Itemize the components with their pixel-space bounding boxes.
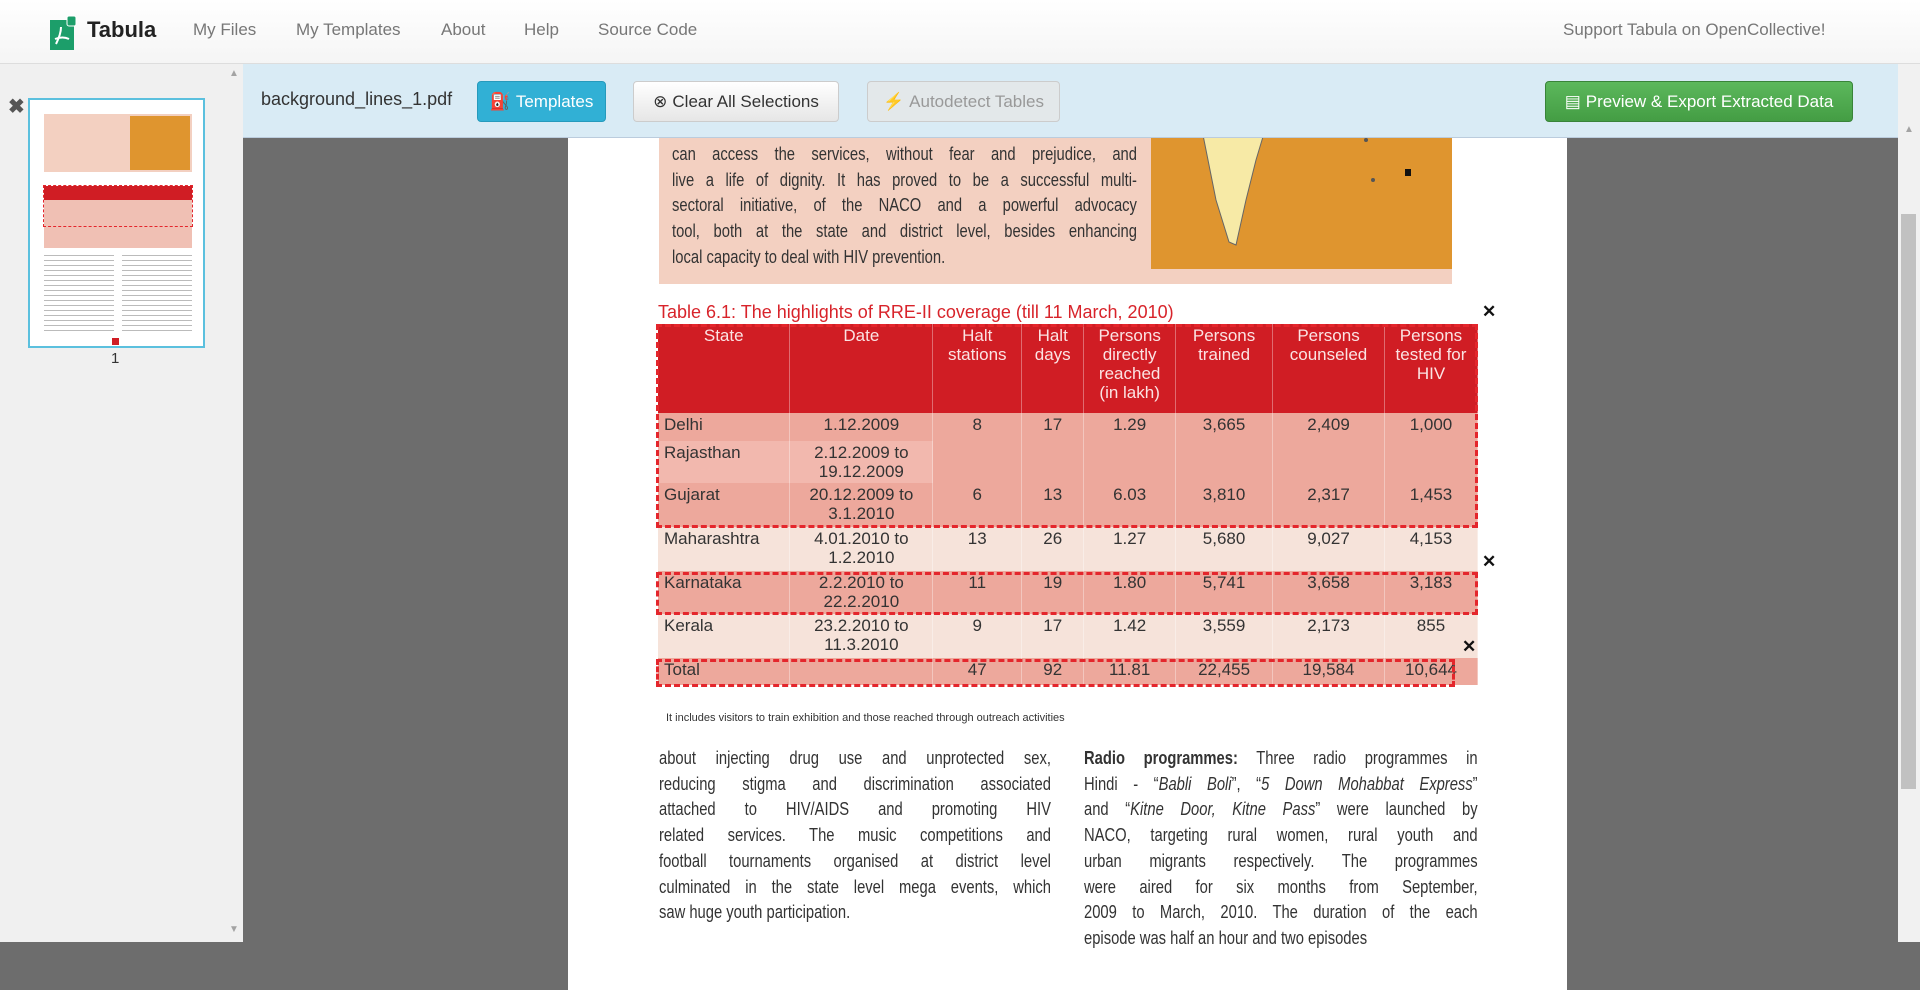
lightning-icon: ⚡ — [882, 91, 905, 111]
page-thumbnail[interactable] — [28, 98, 205, 348]
text-segment: 2009 to March, 2010. The duration of the each — [1084, 902, 1478, 923]
close-selection-2-icon[interactable]: ✕ — [1482, 552, 1497, 571]
column-header: Persons trained — [1176, 324, 1273, 413]
table-cell: 47 — [933, 658, 1022, 685]
table-cell: 8 — [933, 413, 1022, 483]
scrollbar-thumb[interactable] — [1901, 214, 1916, 789]
templates-icon: ⛽ — [489, 91, 511, 111]
table-cell: Rajasthan — [658, 441, 790, 483]
sidebar-scrollbar[interactable] — [225, 64, 243, 942]
scroll-down-icon[interactable]: ▼ — [229, 924, 239, 935]
table-cell: 17 — [1022, 614, 1084, 658]
table-caption: Table 6.1: The highlights of RRE-II coverage (till 11 March, 2010) — [658, 302, 1174, 322]
table-cell: 2,173 — [1273, 614, 1385, 658]
column-header: Persons directly reached (in lakh) — [1084, 324, 1176, 413]
text-segment: urban migrants respectively. The programmes — [1084, 850, 1478, 871]
text-line: can access the services, without fear and prejudice, and — [672, 144, 1137, 164]
table-cell: 10,644 — [1384, 658, 1477, 685]
text-line: attached to HIV/AIDS and promoting HIV — [659, 799, 1051, 820]
autodetect-tables-button[interactable] — [867, 81, 1060, 122]
templates-button[interactable] — [477, 81, 606, 122]
table-cell: 22,455 — [1176, 658, 1273, 685]
table-footnote: It includes visitors to train exhibition and those reached through outreach activities — [666, 712, 1065, 724]
table-cell: 9 — [933, 614, 1022, 658]
table-cell: 1.12.2009 — [790, 413, 933, 441]
text-segment: 5 Down Mohabbat Express — [1261, 773, 1473, 794]
table-cell: 1,453 — [1384, 483, 1477, 527]
thumb-selection — [43, 185, 193, 227]
table-cell: Delhi — [658, 413, 790, 441]
text-line: saw huge youth participation. — [659, 902, 851, 923]
thumbnail-page-number: 1 — [111, 350, 120, 367]
selection-region-3[interactable] — [656, 659, 1455, 687]
text-line — [1084, 926, 1478, 952]
text-line — [1084, 900, 1478, 926]
text-line: tool, both at the state and district level, besides enhancing — [672, 221, 1137, 242]
intro-text — [672, 142, 1137, 271]
table-cell: 1.80 — [1084, 571, 1176, 614]
nav-my-templates[interactable]: My Templates — [296, 20, 401, 39]
text-segment: Hindi - “ — [1084, 773, 1159, 794]
table-cell: 6.03 — [1084, 483, 1176, 527]
table-cell: 1.29 — [1084, 413, 1176, 483]
table-cell: 20.12.2009 to 3.1.2010 — [790, 483, 933, 527]
thumb-map — [130, 116, 190, 170]
column-header: Persons tested for HIV — [1384, 324, 1477, 413]
table-cell: Total — [658, 658, 790, 685]
table-cell: 19 — [1022, 571, 1084, 614]
table-cell: 2.12.2009 to 19.12.2009 — [790, 441, 933, 483]
text-line: football tournaments organised at district level — [659, 850, 1051, 871]
table-cell: 2,317 — [1273, 483, 1385, 527]
table-cell: 13 — [1022, 483, 1084, 527]
close-selection-1-icon[interactable]: ✕ — [1482, 302, 1497, 321]
page-thumbnail-sidebar — [0, 64, 243, 942]
text-segment: NACO, targeting rural women, rural youth and — [1084, 825, 1478, 846]
text-segment: Three radio programmes in — [1237, 748, 1478, 768]
text-segment: were aired for six months from September, — [1084, 876, 1478, 897]
table-cell: Kerala — [658, 614, 790, 658]
table-cell: 4.01.2010 to 1.2.2010 — [790, 527, 933, 571]
thumb-text-left — [44, 255, 114, 335]
nav-support-link[interactable]: Support Tabula on OpenCollective! — [1563, 20, 1826, 39]
scroll-up-icon[interactable]: ▲ — [229, 68, 239, 79]
table-cell: 19,584 — [1273, 658, 1385, 685]
text-segment: and “ — [1084, 799, 1131, 820]
column-header: Persons counseled — [1273, 324, 1385, 413]
list-icon: ▤ — [1564, 91, 1581, 111]
nav-help[interactable]: Help — [524, 20, 559, 39]
text-line — [1084, 823, 1478, 849]
text-line: culminated in the state level mega events, which — [659, 876, 1051, 897]
nav-my-files[interactable]: My Files — [193, 20, 257, 39]
clear-all-selections-button[interactable] — [633, 81, 839, 122]
text-segment: episode was half an hour and two episodes — [1084, 927, 1368, 948]
table-cell: 6 — [933, 483, 1022, 527]
left-column-text — [659, 746, 1051, 926]
main-scrollbar[interactable] — [1898, 64, 1920, 942]
table-cell: 92 — [1022, 658, 1084, 685]
pdf-page — [568, 90, 1567, 990]
close-selection-3-icon[interactable]: ✕ — [1462, 637, 1477, 656]
filename: background_lines_1.pdf — [261, 89, 453, 109]
table-cell: 9,027 — [1273, 527, 1385, 571]
table-cell: 5,741 — [1176, 571, 1273, 614]
table-cell: 23.2.2010 to 11.3.2010 — [790, 614, 933, 658]
column-header: Halt days — [1022, 324, 1084, 413]
nav-source-code[interactable]: Source Code — [598, 20, 698, 39]
table-cell: Maharashtra — [658, 527, 790, 571]
toolbar — [243, 64, 1898, 138]
thumb-marker — [112, 338, 119, 345]
text-segment: ”, “ — [1231, 773, 1262, 794]
right-column-text — [1084, 746, 1478, 952]
column-header: Date — [790, 324, 933, 413]
text-segment: Kitne Door, Kitne Pass — [1130, 799, 1316, 820]
table-cell: 3,183 — [1384, 571, 1477, 614]
text-line: sectoral initiative, of the NACO and a powerful advocacy — [672, 195, 1137, 216]
tabula-logo-icon[interactable] — [48, 14, 78, 50]
table-cell: 26 — [1022, 527, 1084, 571]
preview-export-button[interactable] — [1545, 81, 1853, 122]
text-segment: ” were launched by — [1315, 799, 1478, 820]
table-cell: 3,810 — [1176, 483, 1273, 527]
text-line: about injecting drug use and unprotected sex, — [659, 748, 1051, 768]
table-cell: 1,000 — [1384, 413, 1477, 483]
selection-region-2[interactable] — [656, 572, 1478, 615]
selection-region-1[interactable] — [656, 324, 1478, 528]
clear-circle-x-icon: ⊗ — [653, 91, 668, 111]
table-cell: Gujarat — [658, 483, 790, 527]
scroll-up-icon[interactable]: ▲ — [1904, 124, 1914, 135]
text-line — [1084, 875, 1478, 901]
text-segment: ” — [1472, 773, 1478, 794]
text-line: reducing stigma and discrimination associated — [659, 773, 1051, 794]
close-thumbnail-icon[interactable]: ✖ — [8, 96, 25, 118]
table-cell: 3,658 — [1273, 571, 1385, 614]
column-header: State — [658, 324, 790, 413]
table-cell: 17 — [1022, 413, 1084, 483]
text-segment: Babli Boli — [1158, 773, 1232, 794]
table-row — [658, 614, 1478, 658]
table-cell: 3,665 — [1176, 413, 1273, 483]
table-cell: 1.42 — [1084, 614, 1176, 658]
text-line — [1084, 849, 1478, 875]
table-cell: 855 — [1384, 614, 1477, 658]
table-cell: 4,153 — [1384, 527, 1477, 571]
table-cell: 2,409 — [1273, 413, 1385, 483]
navbar — [0, 0, 1920, 64]
preview-label: Preview & Export Extracted Data — [1585, 91, 1834, 111]
autodetect-label: Autodetect Tables — [909, 91, 1044, 111]
table-cell: 5,680 — [1176, 527, 1273, 571]
text-line: local capacity to deal with HIV prevention. — [672, 246, 946, 267]
text-line — [1084, 797, 1478, 823]
table-cell: 13 — [933, 527, 1022, 571]
table-cell: Karnataka — [658, 571, 790, 614]
table-cell: 11 — [933, 571, 1022, 614]
text-line: live a life of dignity. It has proved to be a successful multi- — [672, 169, 1137, 190]
text-line — [1084, 772, 1478, 798]
table-cell: 3,559 — [1176, 614, 1273, 658]
text-line: related services. The music competitions and — [659, 825, 1051, 846]
table-cell: 2.2.2010 to 22.2.2010 — [790, 571, 933, 614]
clear-label: Clear All Selections — [672, 91, 819, 111]
column-header: Halt stations — [933, 324, 1022, 413]
text-line — [1084, 746, 1478, 772]
templates-label: Templates — [515, 91, 594, 111]
table-row — [658, 527, 1478, 571]
table-cell: 11.81 — [1084, 658, 1176, 685]
text-segment: Radio programmes: — [1084, 748, 1238, 768]
thumb-text-right — [122, 255, 192, 335]
brand-name[interactable]: Tabula — [87, 17, 157, 42]
table-cell: 1.27 — [1084, 527, 1176, 571]
nav-about[interactable]: About — [441, 20, 486, 39]
